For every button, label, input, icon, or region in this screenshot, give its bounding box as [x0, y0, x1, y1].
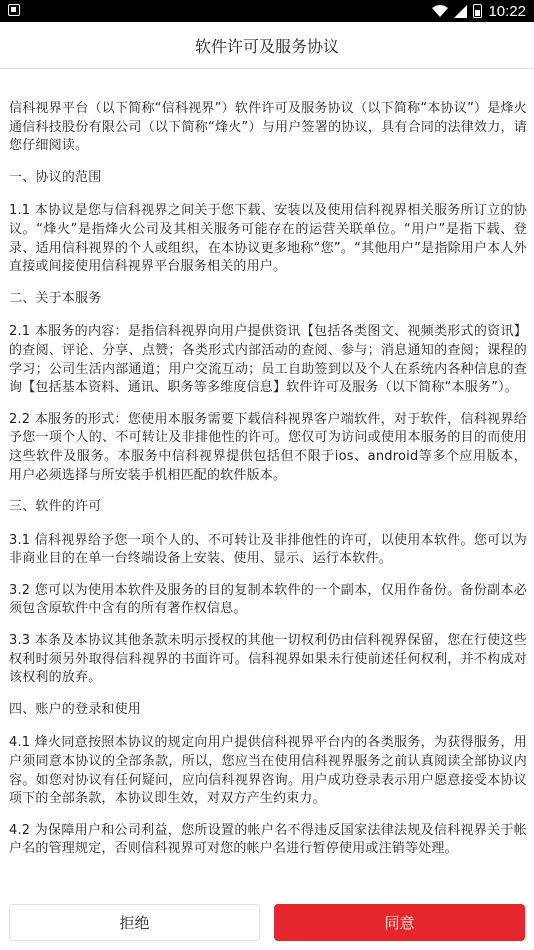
agreement-paragraph: 1.1 本协议是您与信科视界之间关于您下载、安装以及使用信科视界相关服务所订立的协议。“烽火”是指烽火公司及其相关服务可能存在的运营关联单位。“用户”是指下载、登录、适用信科视界的个人或组织，在本协议更多地称“您”。“其他用户”是指除用户本人外直接或间接使用信科视界平台服务相关的用户。: [9, 203, 527, 275]
title-bar: [0, 22, 534, 69]
section-heading: 一、协议的范围: [9, 169, 102, 185]
battery-icon: [473, 4, 482, 18]
reject-button[interactable]: 拒绝: [9, 904, 260, 941]
clock: 10:22: [488, 2, 526, 20]
agreement-paragraph: 信科视界平台（以下简称“信科视界”）软件许可及服务协议（以下简称“本协议”）是烽火通信科技股份有限公司（以下简称“烽火”）与用户签署的协议，具有合同的法律效力，请您仔细阅读。: [9, 101, 527, 154]
action-bar: [0, 892, 534, 950]
agreement-paragraph: 3.2 您可以为使用本软件及服务的目的复制本软件的一个副本，仅用作备份。备份副本必须包含原软件中含有的所有著作权信息。: [9, 582, 527, 617]
section-heading: 四、账户的登录和使用: [9, 701, 142, 717]
signal-icon: [454, 5, 467, 18]
agreement-content[interactable]: [9, 100, 527, 888]
agreement-paragraph: 3.3 本条及本协议其他条款未明示授权的其他一切权利仍由信科视界保留，您在行使这些权利时须另外取得信科视界的书面许可。信科视界如果未行使前述任何权利，并不构成对该权利的放弃。: [9, 633, 527, 686]
agreement-paragraph: 4.1 烽火同意按照本协议的规定向用户提供信科视界平台内的各类服务，为获得服务，用户须同意本协议的全部条款，所以，您应当在使用信科视界服务之前认真阅读全部协议内容。如您对协议有任何疑问，应向信科视界咨询。用户成功登录表示用户愿意接受本协议项下的全部条款，本协议即生效，对双方产生约束力。: [9, 735, 527, 807]
page-title: 软件许可及服务协议: [194, 36, 339, 56]
status-bar: [0, 0, 534, 22]
agreement-paragraph: 2.2 本服务的形式：您使用本服务需要下载信科视界客户端软件，对于软件，信科视界给予您一项个人的、不可转让及非排他性的许可。您仅可为访问或使用本服务的目的而使用这些软件及服务。本服务中信科视界提供包括但不限于ios、android等多个应用版本，用户必须选择与所安装手机相匹配的软件版本。: [9, 411, 527, 483]
agreement-paragraph: 4.2 为保障用户和公司利益，您所设置的帐户名不得违反国家法律法规及信科视界关于帐户名的管理规定，否则信科视界可对您的帐户名进行暂停使用或注销等处理。: [9, 822, 527, 857]
wifi-icon: [432, 5, 448, 17]
status-icons: [432, 2, 526, 20]
agreement-paragraph: 2.1 本服务的内容：是指信科视界向用户提供资讯【包括各类图文、视频类形式的资讯】的查阅、评论、分享、点赞；各类形式内部活动的查阅、参与；消息通知的查阅；课程的学习；公司生活内部通道；用户交流互动；员工自助签到以及个人在系统内各种信息的查询【包括基本资料、通讯、职务等多维度信息】软件许可及服务（以下简称“本服务”）。: [9, 324, 527, 396]
notification-icon: [8, 4, 20, 16]
agree-button[interactable]: 同意: [274, 904, 525, 941]
section-heading: 二、关于本服务: [9, 290, 102, 306]
agreement-paragraph: 3.1 信科视界给予您一项个人的、不可转让及非排他性的许可，以使用本软件。您可以为非商业目的在单一台终端设备上安装、使用、显示、运行本软件。: [9, 532, 527, 567]
section-heading: 三、软件的许可: [9, 499, 102, 515]
